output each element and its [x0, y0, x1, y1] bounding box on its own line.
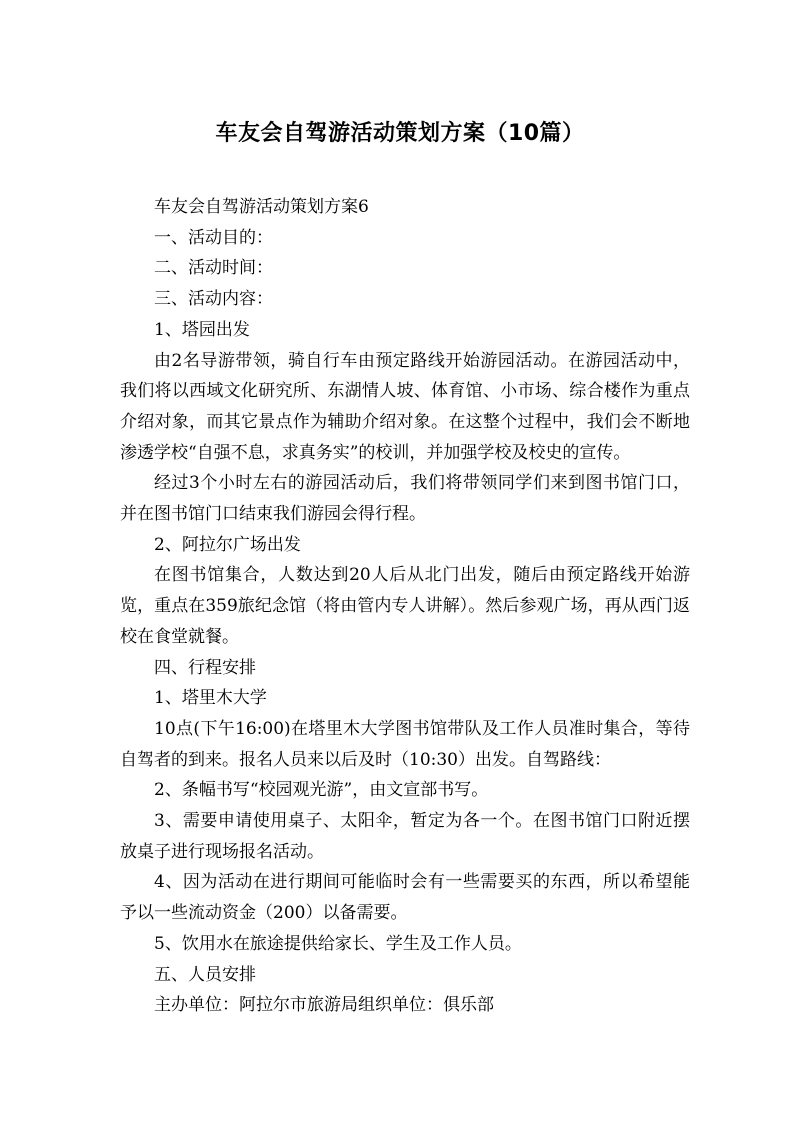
paragraph-subtitle: 车友会自驾游活动策划方案6 — [154, 197, 369, 217]
subheading-alar-square-departure: 2、阿拉尔广场出发 — [154, 534, 301, 555]
paragraph-campus-tour: 由2名导游带领，骑自行车由预定路线开始游园活动。在游园活动中，我们将以西域文化研究所、东湖情人坡、体育馆、小市场、综合楼作为重点介绍对象，而其它景点作为辅助介绍对象。在这整个过程中，我们会不断地渗透学校“自强不息，求真务实”的校训，并加强学校及校史的宣传。 — [120, 350, 690, 463]
heading-staffing: 五、人员安排 — [154, 964, 256, 985]
paragraph-meeting-time: 10点(下午16:00)在塔里木大学图书馆带队及工作人员准时集合，等待自驾者的到来。报名人员来以后及时（10:30）出发。自驾路线： — [120, 718, 690, 770]
document-body — [120, 192, 690, 1021]
heading-itinerary: 四、行程安排 — [154, 657, 256, 678]
paragraph-organizers: 主办单位：阿拉尔市旅游局组织单位：俱乐部 — [154, 995, 494, 1016]
subheading-tayuan-departure: 1、塔园出发 — [154, 319, 250, 340]
paragraph-funds: 4、因为活动在进行期间可能临时会有一些需要买的东西，所以希望能予以一些流动资金（200）以备需要。 — [120, 872, 690, 924]
paragraph-drinking-water: 5、饮用水在旅途提供给家长、学生及工作人员。 — [154, 933, 522, 954]
subheading-tarim-university: 1、塔里木大学 — [154, 688, 267, 709]
heading-activity-content: 三、活动内容： — [154, 289, 273, 310]
heading-activity-time: 二、活动时间： — [154, 258, 273, 279]
paragraph-tables-umbrellas: 3、需要申请使用桌子、太阳伞，暂定为各一个。在图书馆门口附近摆放桌子进行现场报名活动。 — [120, 811, 690, 862]
document-title: 车友会自驾游活动策划方案（10篇） — [215, 121, 585, 146]
paragraph-library-gathering: 在图书馆集合，人数达到20人后从北门出发，随后由预定路线开始游览，重点在359旅纪念馆（将由管内专人讲解）。然后参观广场，再从西门返校在食堂就餐。 — [120, 565, 690, 647]
paragraph-banner: 2、条幅书写“校园观光游”，由文宣部书写。 — [154, 780, 489, 801]
paragraph-tour-end: 经过3个小时左右的游园活动后，我们将带领同学们来到图书馆门口，并在图书馆门口结束我们游园会得行程。 — [120, 473, 690, 525]
heading-activity-purpose: 一、活动目的： — [154, 227, 273, 248]
